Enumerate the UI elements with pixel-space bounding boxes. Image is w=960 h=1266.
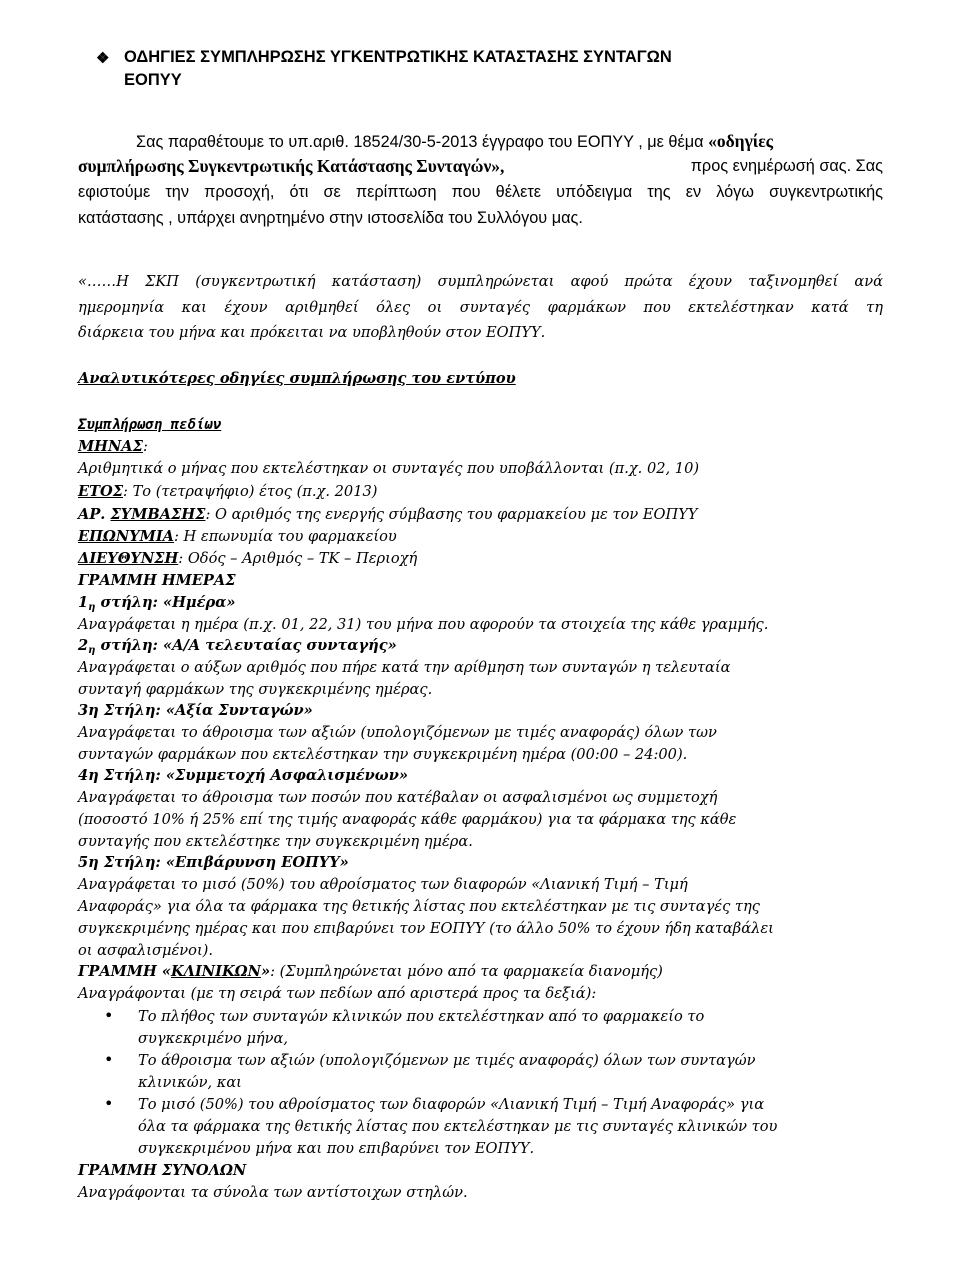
name-line xyxy=(78,528,397,545)
clinical-bullet-1a: Το πλήθος των συνταγών κλινικών που εκτελέστηκαν από το φαρμακείο το xyxy=(138,1008,705,1025)
col4-desc-1: Αναγράφεται το άθροισμα των ποσών που κατέβαλαν οι ασφαλισμένοι ως συμμετοχή xyxy=(78,789,718,806)
clinical-bullet-3b: όλα τα φάρμακα της θετικής λίστας που εκτελέστηκαν με τις συνταγές κλινικών του xyxy=(138,1118,778,1135)
name-label: ΕΠΩΝΥΜΙΑ xyxy=(78,528,174,545)
fields-title: Συμπλήρωση πεδίων xyxy=(78,417,222,433)
clinical-bullet-2b: κλινικών, και xyxy=(138,1074,242,1091)
clinical-bullet-3a: Το μισό (50%) του αθροίσματος των διαφορών «Λιανική Τιμή – Τιμή Αναφοράς» για xyxy=(138,1096,765,1113)
month-colon: : xyxy=(142,438,148,455)
detailed-instructions-title: Αναλυτικότερες οδηγίες συμπλήρωσης του εντύπου xyxy=(78,370,516,387)
col2-title xyxy=(78,637,397,656)
clinical-note: : (Συμπληρώνεται μόνο από τα φαρμακεία διανομής) xyxy=(270,963,663,980)
col4-desc-2: (ποσοστό 10% ή 25% επί της τιμής αναφοράς κάθε φαρμάκου) για τα φάρμακα της κάθε xyxy=(78,811,737,828)
col2-number: 2 xyxy=(78,637,89,654)
quote-line-2: ημερομηνία και έχουν αριθμηθεί όλες οι συνταγές φαρμάκων που εκτελέστηκαν κατά τη xyxy=(78,299,883,316)
col1-description: Αναγράφεται η ημέρα (π.χ. 01, 22, 31) του μήνα που αφορούν τα στοιχεία της κάθε γραμμής. xyxy=(78,616,769,633)
intro-line-3 xyxy=(78,179,883,205)
bullet-icon: • xyxy=(104,1050,114,1069)
bullet-icon: • xyxy=(104,1094,114,1113)
subject-bold-text: «οδηγίες xyxy=(708,131,774,151)
day-line-title: ΓΡΑΜΜΗ ΗΜΕΡΑΣ xyxy=(78,572,236,589)
col1-title-text: στήλη: «Ημέρα» xyxy=(95,594,236,611)
col5-desc-4: οι ασφαλισμένοι). xyxy=(78,942,213,959)
col5-title: 5η Στήλη: «Επιβάρυνση ΕΟΠΥΥ» xyxy=(78,854,349,871)
col3-desc-1: Αναγράφεται το άθροισμα των αξιών (υπολογιζόμενων με τιμές αναφοράς) όλων των xyxy=(78,724,717,741)
col1-title xyxy=(78,594,236,613)
address-line xyxy=(78,550,417,567)
month-description: Αριθμητικά ο μήνας που εκτελέστηκαν οι συνταγές που υποβάλλονται (π.χ. 02, 10) xyxy=(78,460,700,477)
intro-text: προς ενημέρωσή σας. Σας xyxy=(690,157,883,175)
col5-desc-1: Αναγράφεται το μισό (50%) του αθροίσματος των διαφορών «Λιανική Τιμή – Τιμή xyxy=(78,876,688,893)
col5-desc-3: συγκεκριμένης ημέρας και που επιβαρύνει τον ΕΟΠΥΥ (το άλλο 50% το έχουν ήδη καταβάλει xyxy=(78,920,774,937)
col2-suffix: η xyxy=(88,645,96,656)
title-line-1: ΟΔΗΓΙΕΣ ΣΥΜΠΛΗΡΩΣΗΣ ΥΓΚΕΝΤΡΩΤΙΚΗΣ ΚΑΤΑΣΤΑΣΗΣ ΣΥΝΤΑΓΩΝ xyxy=(124,48,672,66)
totals-description: Αναγράφονται τα σύνολα των αντίστοιχων στηλών. xyxy=(78,1184,468,1201)
col3-title: 3η Στήλη: «Αξία Συνταγών» xyxy=(78,702,313,719)
clinical-line-title xyxy=(78,963,663,980)
bullet-icon: • xyxy=(104,1006,114,1025)
clinical-bullet-1b: συγκεκριμένο μήνα, xyxy=(138,1030,289,1047)
intro-line-2 xyxy=(78,153,883,180)
contract-prefix: ΑΡ. xyxy=(78,506,111,523)
col5-desc-2: Αναφοράς» για όλα τα φάρμακα της θετικής λίστας που εκτελέστηκαν με τις συνταγές της xyxy=(78,898,760,915)
address-description: : Οδός – Αριθμός – ΤΚ – Περιοχή xyxy=(178,550,418,567)
clinical-prefix: ΓΡΑΜΜΗ « xyxy=(78,963,171,980)
year-description: : Το (τετραψήφιο) έτος (π.χ. 2013) xyxy=(123,483,378,500)
col4-desc-3: συνταγής που εκτελέστηκε την συγκεκριμένη ημέρα. xyxy=(78,833,473,850)
year-label: ΕΤΟΣ xyxy=(78,483,124,500)
intro-text: Σας παραθέτουμε το υπ.αριθ. 18524/30-5-2013 έγγραφο του ΕΟΠΥΥ , με θέμα xyxy=(136,133,709,151)
quote-line-3: διάρκεια του μήνα και πρόκειται να υποβληθούν στον ΕΟΠΥΥ. xyxy=(78,324,546,341)
col2-desc-2: συνταγή φαρμάκων της συγκεκριμένης ημέρας. xyxy=(78,681,433,698)
col4-title: 4η Στήλη: «Συμμετοχή Ασφαλισμένων» xyxy=(78,767,408,784)
address-label: ΔΙΕΥΘΥΝΣΗ xyxy=(78,550,179,567)
clinical-intro: Αναγράφονται (με τη σειρά των πεδίων από αριστερά προς τα δεξιά): xyxy=(78,985,597,1002)
contract-description: : Ο αριθμός της ενεργής σύμβασης του φαρμακείου με τον ΕΟΠΥΥ xyxy=(205,506,698,523)
col2-desc-1: Αναγράφεται ο αύξων αριθμός που πήρε κατά την αρίθμηση των συνταγών η τελευταία xyxy=(78,659,731,676)
totals-line-title: ΓΡΑΜΜΗ ΣΥΝΟΛΩΝ xyxy=(78,1162,247,1179)
clinical-bullet-2a: Το άθροισμα των αξιών (υπολογιζόμενων με τιμές αναφοράς) όλων των συνταγών xyxy=(138,1052,756,1069)
diamond-bullet-icon: ❖ xyxy=(96,50,110,67)
col2-title-text: στήλη: «Α/Α τελευταίας συνταγής» xyxy=(95,637,397,654)
col3-desc-2: συνταγών φαρμάκων που εκτελέστηκαν την συγκεκριμένη ημέρα (00:00 – 24:00). xyxy=(78,746,688,763)
clinical-bullet-3c: συγκεκριμένου μήνα και που επιβαρύνει τον ΕΟΠΥΥ. xyxy=(138,1140,535,1157)
col1-number: 1 xyxy=(78,594,89,611)
subject-bold-text: συμπλήρωσης Συγκεντρωτικής Κατάστασης Συνταγών», xyxy=(78,156,505,176)
quote-line-1: «……Η ΣΚΠ (συγκεντρωτική κατάσταση) συμπληρώνεται αφού πρώτα έχουν ταξινομηθεί ανά xyxy=(78,273,883,290)
year-line xyxy=(78,483,377,500)
name-description: : Η επωνυμία του φαρμακείου xyxy=(173,528,397,545)
contract-label: ΣΥΜΒΑΣΗΣ xyxy=(110,506,206,523)
intro-line-1 xyxy=(136,128,773,155)
clinical-suffix: » xyxy=(260,963,271,980)
clinical-label: ΚΛΙΝΙΚΩΝ xyxy=(170,963,261,980)
month-label-line xyxy=(78,438,148,455)
title-line-2: ΕΟΠΥΥ xyxy=(124,71,182,89)
intro-text: εφιστούμε την προσοχή, ότι σε περίπτωση που θέλετε υπόδειγμα της εν λόγω συγκεντρωτικής xyxy=(78,183,883,201)
contract-line xyxy=(78,506,698,523)
intro-line-4: κατάστασης , υπάρχει ανηρτημένο στην ιστοσελίδα του Συλλόγου μας. xyxy=(78,209,583,227)
month-label: ΜΗΝΑΣ xyxy=(78,438,143,455)
col1-suffix: η xyxy=(88,602,96,613)
